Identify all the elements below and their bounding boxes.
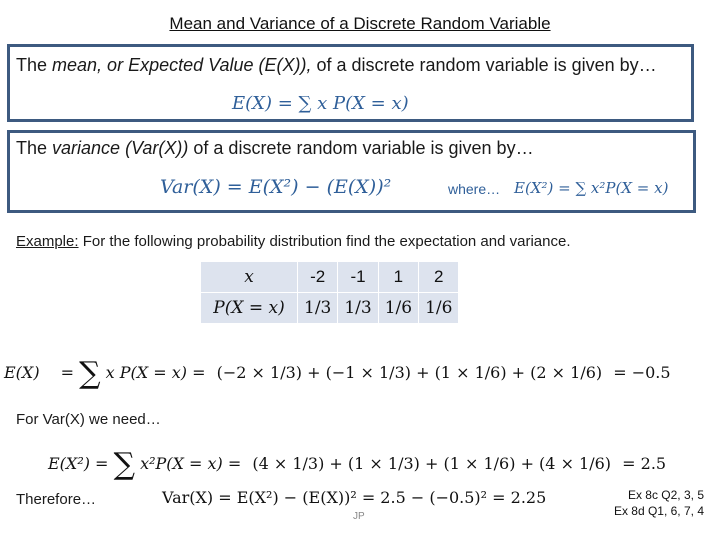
author-initials: JP (353, 511, 365, 522)
exercise-references (614, 487, 704, 519)
mean-text-post: of a discrete random variable is given by… (311, 55, 657, 75)
example-text: For the following probability distribution find the expectation and variance. (78, 233, 571, 250)
exercise-ref: Ex 8c Q2, 3, 5 (627, 488, 704, 502)
variance-definition-text (16, 138, 534, 159)
mean-terms: (−2 × 1/3) + (−1 × 1/3) + (1 × 1/6) + (2 × 1/6) (216, 363, 603, 382)
sigma-symbol: ∑ (79, 356, 101, 391)
therefore-label: Therefore… (16, 491, 97, 508)
variance-intro: For Var(X) we need… (16, 411, 161, 428)
ex2-expression: x²P(X = x) = (140, 454, 242, 473)
sigma-symbol: ∑ (113, 447, 135, 482)
mean-lhs: E(X) (4, 363, 40, 382)
table-row-prob (201, 293, 459, 324)
example-label: Example: (16, 233, 79, 250)
table-cell-prob: 1/3 (338, 293, 378, 324)
table-cell-x: 1 (378, 262, 418, 293)
mean-text-pre: The (16, 55, 53, 75)
variance-text-emphasis: variance (Var(X)) (52, 138, 189, 158)
ex2-lhs: E(X²) = (48, 454, 109, 473)
where-formula: E(X²) = ∑ x²P(X = x) (514, 179, 669, 197)
table-cell-prob: 1/6 (378, 293, 418, 324)
variance-text-pre: The (16, 138, 53, 158)
table-row-x (201, 262, 459, 293)
mean-formula: E(X) = ∑ x P(X = x) (232, 93, 409, 114)
ex2-calculation (48, 447, 666, 482)
mean-equals: = (60, 363, 75, 382)
variance-formula: Var(X) = E(X²) − (E(X))² (160, 176, 392, 198)
page-title: Mean and Variance of a Discrete Random Variable (169, 14, 551, 33)
mean-calculation (4, 356, 671, 391)
table-cell-x: -2 (298, 262, 338, 293)
mean-definition-text (16, 55, 657, 76)
ex2-terms: (4 × 1/3) + (1 × 1/3) + (1 × 1/6) + (4 × 1/6) (252, 454, 612, 473)
ex2-result: = 2.5 (622, 454, 667, 473)
example-line (16, 233, 570, 250)
table-header-prob: P(X = x) (201, 293, 298, 324)
table-header-x: x (201, 262, 298, 293)
table-cell-prob: 1/3 (298, 293, 338, 324)
table-cell-x: 2 (419, 262, 459, 293)
therefore-formula: Var(X) = E(X²) − (E(X))² = 2.5 − (−0.5)² = 2.25 (162, 488, 547, 507)
table-cell-x: -1 (338, 262, 378, 293)
mean-result: = −0.5 (613, 363, 671, 382)
mean-expression: x P(X = x) = (105, 363, 206, 382)
where-label: where… (448, 181, 501, 197)
variance-text-post: of a discrete random variable is given by… (188, 138, 534, 158)
exercise-ref: Ex 8d Q1, 6, 7, 4 (613, 504, 704, 518)
table-cell-prob: 1/6 (419, 293, 459, 324)
mean-text-emphasis: mean, or Expected Value (E(X)), (52, 55, 312, 75)
probability-table (200, 261, 459, 324)
